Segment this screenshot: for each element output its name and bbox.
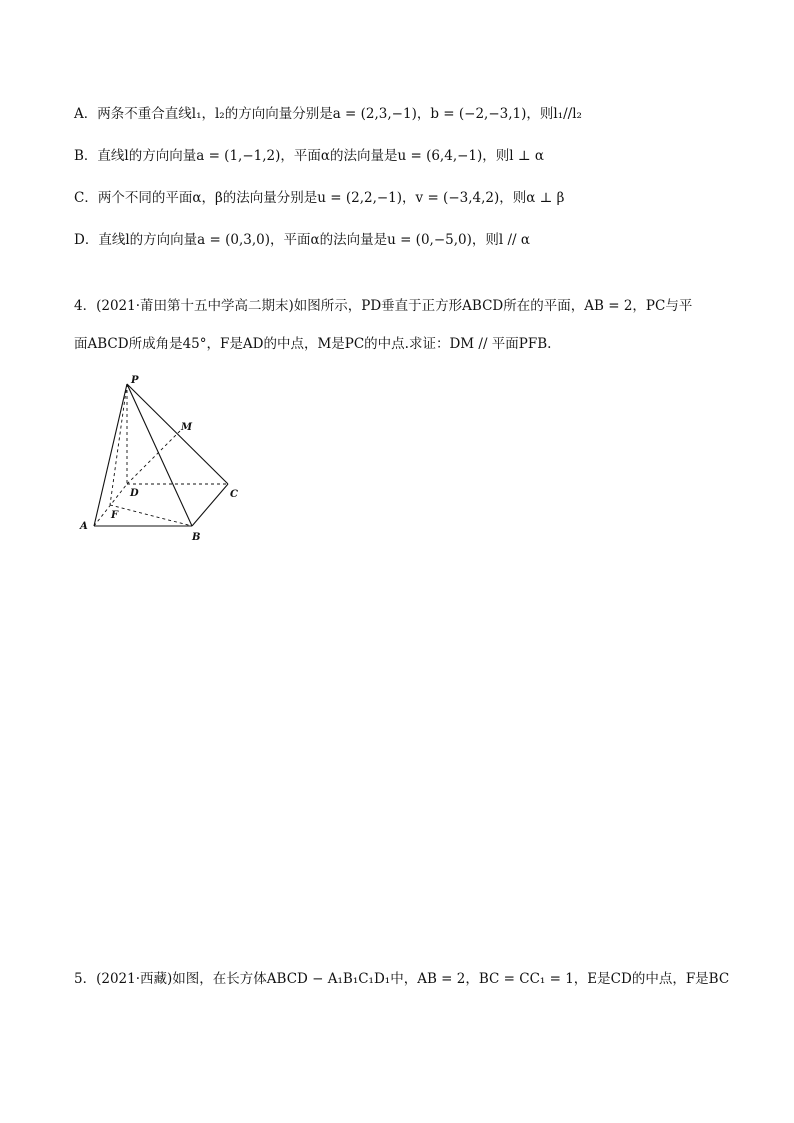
question-4-line-2: 面ABCD所成角是45°，F是AD的中点，M是PC的中点.求证：DM // 平面PFB.	[74, 336, 552, 352]
label-c: C	[230, 489, 238, 500]
label-b: B	[192, 532, 201, 543]
edge-pc	[127, 384, 228, 484]
edge-pb	[127, 384, 192, 526]
option-b: B．直线l的方向向量a = (1,−1,2)，平面α的法向量是u = (6,4,−1)，则l ⊥ α	[74, 148, 544, 164]
edge-fb	[110, 505, 192, 526]
label-f: F	[111, 510, 119, 521]
pyramid-diagram	[78, 372, 248, 548]
label-d: D	[130, 488, 139, 499]
solid-edges	[94, 384, 228, 526]
label-a: A	[80, 521, 88, 532]
pyramid-figure	[78, 372, 248, 548]
option-a: A．两条不重合直线l₁，l₂的方向向量分别是a = (2,3,−1)，b = (−2,−3,1)，则l₁//l₂	[74, 106, 582, 122]
option-c: C．两个不同的平面α，β的法向量分别是u = (2,2,−1)，v = (−3,4,2)，则α ⊥ β	[74, 190, 565, 206]
label-p: P	[131, 375, 139, 386]
label-m: M	[181, 422, 193, 433]
question-4-line-1: 4．(2021·莆田第十五中学高二期末)如图所示，PD垂直于正方形ABCD所在的平面，AB = 2，PC与平	[74, 298, 693, 314]
dashed-edges	[94, 384, 228, 526]
question-5-line-1: 5．(2021·西藏)如图，在长方体ABCD − A₁B₁C₁D₁中，AB = 2，BC = CC₁ = 1，E是CD的中点，F是BC	[74, 971, 730, 987]
edge-dm	[127, 431, 180, 484]
edge-bc	[192, 484, 228, 526]
option-d: D．直线l的方向向量a = (0,3,0)，平面α的法向量是u = (0,−5,0)，则l // α	[74, 232, 530, 248]
